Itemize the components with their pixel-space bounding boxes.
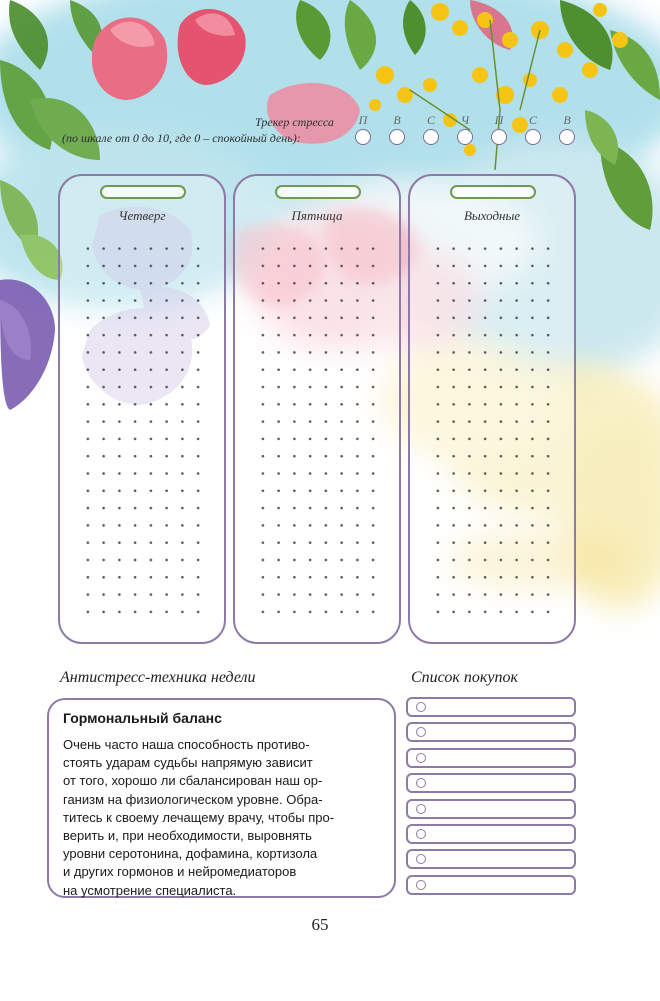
bullet-ring-icon: [416, 727, 426, 737]
day-rating-circle[interactable]: [389, 129, 405, 145]
technique-line: от того, хорошо ли сбалансирован наш ор-: [63, 773, 323, 789]
day-label: Ч: [460, 113, 470, 127]
technique-line: Очень часто наша способность противо-: [63, 737, 310, 752]
dot-grid[interactable]: [255, 240, 381, 620]
shopping-list-item[interactable]: [406, 849, 576, 869]
tracker-day[interactable]: [556, 112, 578, 145]
column-title: Пятница: [291, 208, 343, 223]
day-label: В: [393, 113, 401, 127]
day-label: С: [426, 113, 435, 127]
shopping-list: [406, 697, 576, 900]
shopping-list-item[interactable]: [406, 799, 576, 819]
column-thursday[interactable]: [58, 174, 226, 644]
column-friday[interactable]: [233, 174, 401, 644]
column-tab: [275, 185, 361, 199]
technique-line: верить и, при необходимости, выровнять: [63, 828, 312, 844]
column-weekend[interactable]: [408, 174, 576, 644]
tracker-day[interactable]: [352, 112, 374, 145]
day-label: П: [494, 113, 504, 127]
tracker-day[interactable]: [454, 112, 476, 145]
tracker-day[interactable]: [386, 112, 408, 145]
day-label: В: [563, 113, 571, 127]
day-rating-circle[interactable]: [423, 129, 439, 145]
shopping-list-item[interactable]: [406, 748, 576, 768]
day-label: П: [358, 113, 368, 127]
page-number: 65: [311, 915, 329, 934]
shopping-list-item[interactable]: [406, 773, 576, 793]
technique-section-title: Антистресс-техника недели: [60, 669, 256, 686]
day-rating-circle[interactable]: [525, 129, 541, 145]
day-rating-circle[interactable]: [457, 129, 473, 145]
column-title: Четверг: [118, 208, 166, 223]
day-rating-circle[interactable]: [491, 129, 507, 145]
bullet-ring-icon: [416, 880, 426, 890]
column-tab: [450, 185, 536, 199]
shopping-list-item[interactable]: [406, 722, 576, 742]
column-tab: [100, 185, 186, 199]
shopping-list-item[interactable]: [406, 697, 576, 717]
day-rating-circle[interactable]: [559, 129, 575, 145]
bullet-ring-icon: [416, 702, 426, 712]
shopping-list-title: Список покупок: [411, 669, 518, 686]
technique-body: [63, 736, 383, 900]
dot-grid[interactable]: [430, 240, 556, 620]
day-rating-circle[interactable]: [355, 129, 371, 145]
tracker-day[interactable]: [488, 112, 510, 145]
technique-line: и других гормонов и нейромедиаторов: [63, 864, 297, 880]
bullet-ring-icon: [416, 829, 426, 839]
day-label: С: [528, 113, 537, 127]
dot-grid[interactable]: [80, 240, 206, 620]
technique-line: на усмотрение специалиста.: [63, 882, 237, 898]
technique-line: ганизм на физиологическом уровне. Обра-: [63, 791, 323, 807]
bullet-ring-icon: [416, 854, 426, 864]
technique-box: [47, 698, 396, 898]
stress-tracker-days: [352, 112, 582, 152]
technique-heading: Гормональный баланс: [63, 710, 222, 726]
bullet-ring-icon: [416, 753, 426, 763]
stress-tracker-scale-note: (по шкале от 0 до 10, где 0 – спокойный день):: [62, 131, 301, 145]
shopping-list-item[interactable]: [406, 824, 576, 844]
tracker-day[interactable]: [420, 112, 442, 145]
stress-tracker-title: Трекер стресса: [255, 115, 334, 129]
bullet-ring-icon: [416, 778, 426, 788]
shopping-list-item[interactable]: [406, 875, 576, 895]
technique-line: уровни серотонина, дофамина, кортизола: [63, 846, 318, 862]
bullet-ring-icon: [416, 804, 426, 814]
column-title: Выходные: [463, 208, 521, 223]
technique-line: стоять ударам судьбы напрямую зависит: [63, 755, 313, 771]
tracker-day[interactable]: [522, 112, 544, 145]
technique-line: титесь к своему лечащему врачу, чтобы про-: [63, 809, 335, 825]
